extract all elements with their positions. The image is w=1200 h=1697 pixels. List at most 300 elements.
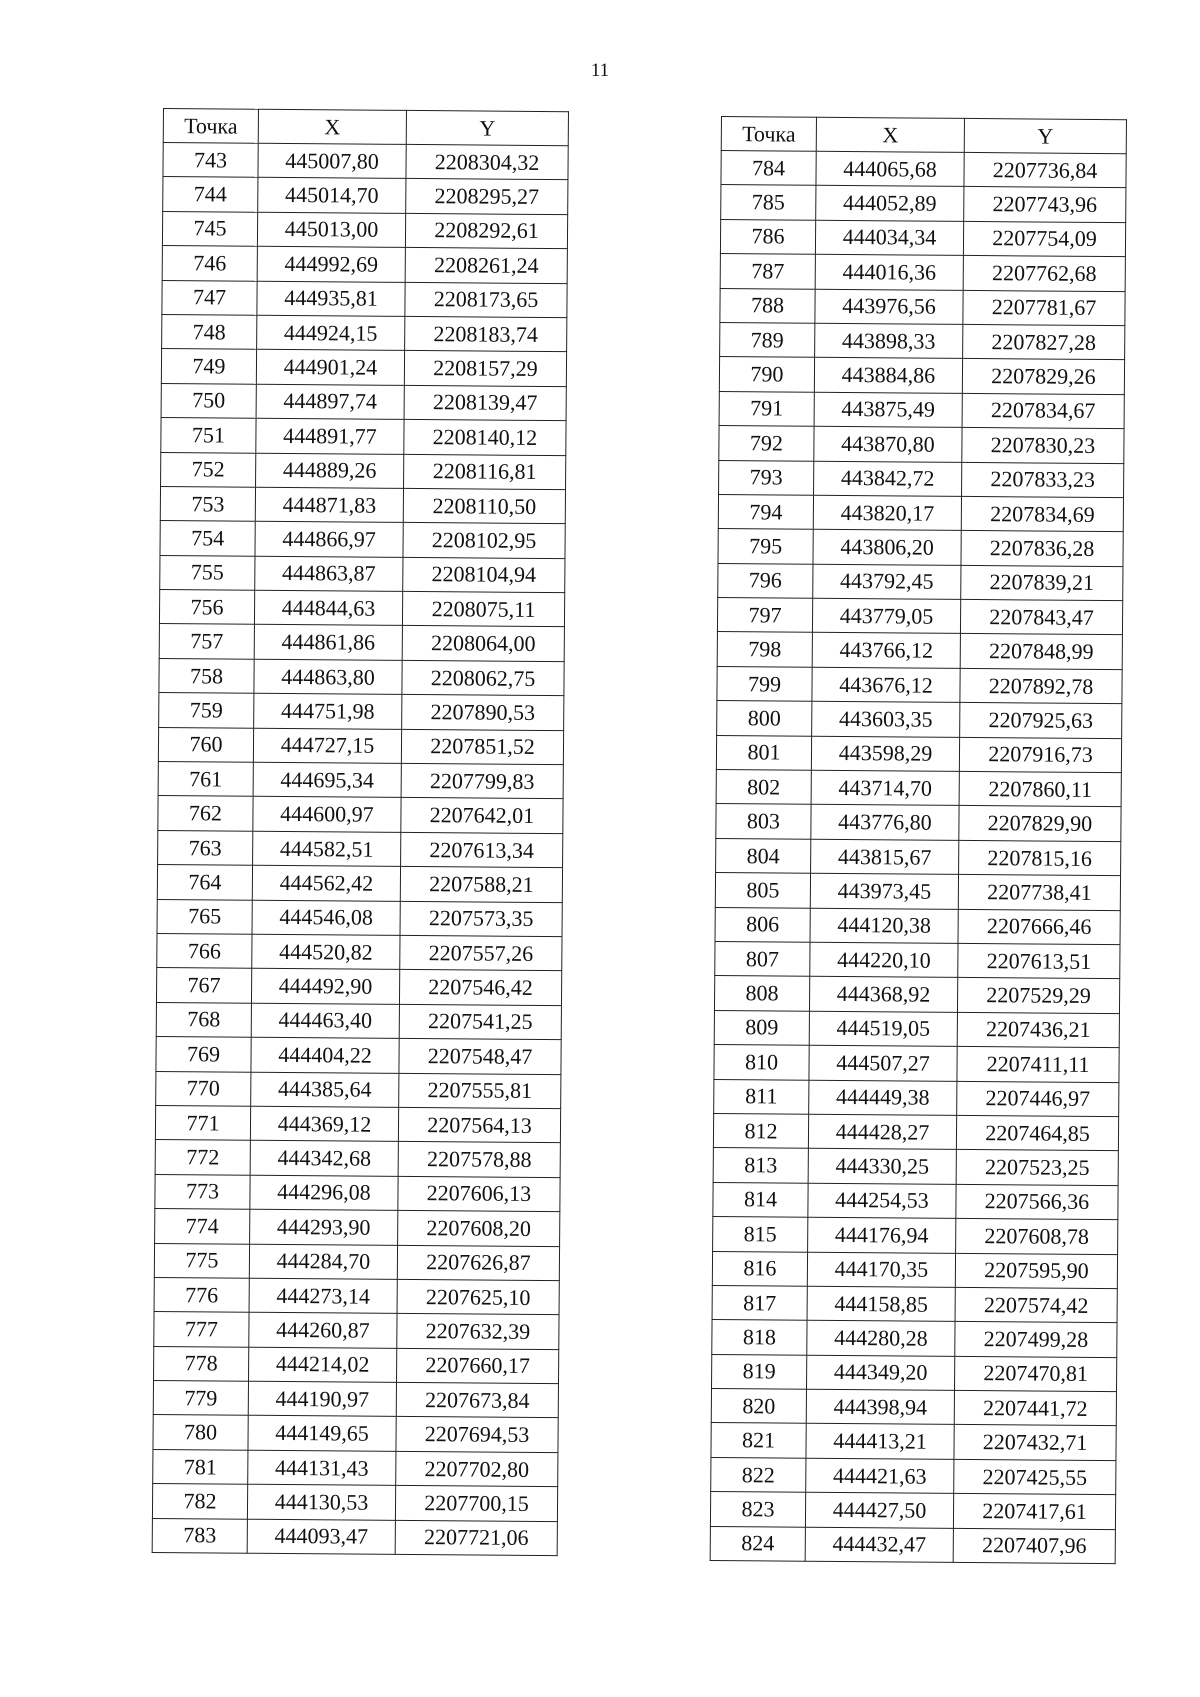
table-row xyxy=(155,1140,560,1178)
cell-point: 777 xyxy=(154,1312,249,1347)
cell-x: 444190,97 xyxy=(248,1381,396,1417)
cell-point: 779 xyxy=(153,1381,248,1416)
cell-y: 2207702,80 xyxy=(396,1451,558,1487)
cell-x: 444034,34 xyxy=(815,220,963,256)
cell-y: 2208104,94 xyxy=(403,557,565,593)
cell-y: 2207833,23 xyxy=(962,462,1124,498)
cell-x: 444751,98 xyxy=(254,693,402,729)
table-row xyxy=(160,486,565,524)
cell-x: 444220,10 xyxy=(810,942,958,978)
cell-y: 2207425,55 xyxy=(954,1459,1116,1495)
cell-point: 805 xyxy=(715,873,810,908)
cell-point: 818 xyxy=(712,1320,807,1355)
cell-y: 2207781,67 xyxy=(963,290,1125,326)
cell-x: 444342,68 xyxy=(250,1141,398,1177)
cell-point: 780 xyxy=(153,1415,248,1450)
table-row xyxy=(162,280,567,318)
cell-x: 444273,14 xyxy=(249,1278,397,1314)
cell-y: 2208292,61 xyxy=(405,213,567,249)
cell-point: 782 xyxy=(152,1484,247,1519)
cell-y: 2207574,42 xyxy=(955,1287,1117,1323)
column-header-x: X xyxy=(258,109,406,144)
cell-y: 2207464,85 xyxy=(956,1115,1118,1151)
cell-point: 792 xyxy=(719,426,814,461)
cell-y: 2207470,81 xyxy=(954,1356,1116,1392)
cell-x: 444935,81 xyxy=(257,281,405,317)
cell-y: 2207721,06 xyxy=(395,1520,557,1556)
cell-y: 2207754,09 xyxy=(963,221,1125,257)
cell-x: 445007,80 xyxy=(258,143,406,179)
table-row xyxy=(154,1243,559,1281)
cell-x: 443766,12 xyxy=(812,633,960,669)
cell-x: 444120,38 xyxy=(810,908,958,944)
cell-y: 2207566,36 xyxy=(956,1184,1118,1220)
cell-point: 794 xyxy=(718,494,813,529)
cell-y: 2208102,95 xyxy=(403,523,565,559)
table-row xyxy=(719,391,1124,429)
cell-x: 444844,63 xyxy=(254,590,402,626)
cell-y: 2207851,52 xyxy=(401,729,563,765)
cell-x: 443898,33 xyxy=(815,323,963,359)
table-row xyxy=(713,1113,1118,1151)
cell-point: 813 xyxy=(713,1148,808,1183)
table-row xyxy=(153,1381,558,1419)
cell-point: 798 xyxy=(717,632,812,667)
cell-point: 776 xyxy=(154,1277,249,1312)
cell-y: 2207666,46 xyxy=(958,909,1120,945)
cell-y: 2208116,81 xyxy=(404,454,566,490)
cell-x: 444385,64 xyxy=(251,1072,399,1108)
cell-point: 807 xyxy=(715,941,810,976)
table-row xyxy=(163,143,568,181)
table-row xyxy=(717,666,1122,704)
table-row xyxy=(158,830,563,868)
table-row xyxy=(159,658,564,696)
cell-x: 444254,53 xyxy=(808,1183,956,1219)
table-row xyxy=(154,1277,559,1315)
cell-point: 791 xyxy=(719,391,814,426)
table-row xyxy=(712,1354,1117,1392)
cell-x: 444158,85 xyxy=(807,1286,955,1322)
cell-x: 444546,08 xyxy=(252,900,400,936)
cell-x: 444260,87 xyxy=(249,1312,397,1348)
cell-y: 2207890,53 xyxy=(402,695,564,731)
coordinates-table-right xyxy=(710,116,1127,1564)
cell-point: 769 xyxy=(156,1037,251,1072)
cell-point: 763 xyxy=(158,830,253,865)
table-row xyxy=(156,1071,561,1109)
cell-x: 444432,47 xyxy=(805,1527,953,1563)
cell-x: 444897,74 xyxy=(256,384,404,420)
cell-y: 2207815,16 xyxy=(959,840,1121,876)
cell-x: 444507,27 xyxy=(809,1045,957,1081)
cell-y: 2207608,78 xyxy=(956,1218,1118,1254)
table-row xyxy=(162,246,567,284)
cell-point: 772 xyxy=(155,1140,250,1175)
cell-point: 745 xyxy=(162,211,257,246)
cell-y: 2207417,61 xyxy=(953,1494,1115,1530)
cell-point: 764 xyxy=(157,865,252,900)
cell-point: 750 xyxy=(161,383,256,418)
cell-y: 2207523,25 xyxy=(956,1150,1118,1186)
table-row xyxy=(720,322,1125,360)
cell-x: 444992,69 xyxy=(257,246,405,282)
cell-point: 755 xyxy=(160,555,255,590)
cell-point: 781 xyxy=(153,1449,248,1484)
cell-point: 817 xyxy=(712,1285,807,1320)
cell-x: 444330,25 xyxy=(808,1149,956,1185)
table-row xyxy=(717,632,1122,670)
cell-point: 790 xyxy=(719,357,814,392)
cell-y: 2207829,90 xyxy=(959,806,1121,842)
cell-point: 793 xyxy=(719,460,814,495)
cell-y: 2207632,39 xyxy=(397,1314,559,1350)
cell-point: 754 xyxy=(160,521,255,556)
cell-point: 766 xyxy=(157,933,252,968)
cell-x: 445014,70 xyxy=(258,178,406,214)
page-number: 11 xyxy=(590,60,610,81)
cell-point: 808 xyxy=(714,976,809,1011)
column-header-x: X xyxy=(816,117,964,152)
cell-point: 806 xyxy=(715,907,810,942)
table-row xyxy=(721,151,1126,189)
cell-point: 823 xyxy=(710,1492,805,1527)
cell-point: 816 xyxy=(712,1251,807,1286)
cell-x: 444871,83 xyxy=(255,487,403,523)
cell-x: 444695,34 xyxy=(253,762,401,798)
cell-point: 768 xyxy=(156,1002,251,1037)
table-row xyxy=(163,177,568,215)
cell-y: 2207738,41 xyxy=(958,875,1120,911)
cell-x: 443973,45 xyxy=(810,873,958,909)
table-row xyxy=(717,598,1122,636)
cell-x: 443842,72 xyxy=(814,461,962,497)
table-row xyxy=(159,693,564,731)
table-row xyxy=(714,1045,1119,1083)
table-row xyxy=(158,762,563,800)
table-body xyxy=(152,143,568,1556)
cell-y: 2207925,63 xyxy=(960,703,1122,739)
cell-point: 799 xyxy=(717,666,812,701)
cell-x: 444413,21 xyxy=(806,1424,954,1460)
cell-x: 444369,12 xyxy=(250,1106,398,1142)
cell-y: 2207564,13 xyxy=(398,1107,560,1143)
cell-point: 821 xyxy=(711,1423,806,1458)
cell-point: 797 xyxy=(717,598,812,633)
cell-x: 445013,00 xyxy=(257,212,405,248)
cell-y: 2207834,67 xyxy=(962,393,1124,429)
cell-y: 2207573,35 xyxy=(400,901,562,937)
cell-x: 444368,92 xyxy=(809,977,957,1013)
cell-point: 744 xyxy=(163,177,258,212)
table-row xyxy=(157,899,562,937)
cell-y: 2208295,27 xyxy=(406,179,568,215)
table-row xyxy=(712,1251,1117,1289)
table-row xyxy=(716,838,1121,876)
cell-point: 822 xyxy=(711,1457,806,1492)
cell-x: 444449,38 xyxy=(809,1080,957,1116)
cell-y: 2208183,74 xyxy=(405,316,567,352)
cell-y: 2207694,53 xyxy=(396,1417,558,1453)
cell-y: 2207407,96 xyxy=(953,1528,1115,1564)
table-row xyxy=(155,1209,560,1247)
cell-y: 2207613,51 xyxy=(958,943,1120,979)
table-row xyxy=(154,1312,559,1350)
table-row xyxy=(717,701,1122,739)
cell-point: 774 xyxy=(155,1209,250,1244)
table-row xyxy=(712,1320,1117,1358)
cell-x: 443714,70 xyxy=(811,770,959,806)
table-row xyxy=(714,976,1119,1014)
cell-x: 444863,87 xyxy=(255,556,403,592)
cell-x: 443598,29 xyxy=(811,736,959,772)
cell-point: 788 xyxy=(720,288,815,323)
cell-point: 801 xyxy=(716,735,811,770)
cell-x: 444170,35 xyxy=(807,1252,955,1288)
table-row xyxy=(161,452,566,490)
cell-y: 2207548,47 xyxy=(399,1039,561,1075)
cell-x: 444093,47 xyxy=(247,1519,395,1555)
coordinates-table-left xyxy=(152,108,569,1556)
cell-y: 2208140,12 xyxy=(404,420,566,456)
cell-x: 443815,67 xyxy=(811,839,959,875)
cell-y: 2208261,24 xyxy=(405,248,567,284)
cell-y: 2207843,47 xyxy=(960,599,1122,635)
cell-point: 804 xyxy=(716,838,811,873)
cell-y: 2207595,90 xyxy=(955,1253,1117,1289)
cell-point: 748 xyxy=(162,314,257,349)
table-row xyxy=(156,1002,561,1040)
table-row xyxy=(152,1484,557,1522)
cell-point: 775 xyxy=(154,1243,249,1278)
table-row xyxy=(711,1457,1116,1495)
table-row xyxy=(158,727,563,765)
cell-point: 753 xyxy=(160,486,255,521)
table-header-row xyxy=(163,109,568,146)
cell-y: 2207673,84 xyxy=(396,1382,558,1418)
table-row xyxy=(720,288,1125,326)
cell-x: 444863,80 xyxy=(254,659,402,695)
cell-point: 783 xyxy=(152,1518,247,1553)
cell-x: 444891,77 xyxy=(256,418,404,454)
cell-point: 761 xyxy=(158,762,253,797)
cell-x: 444582,51 xyxy=(253,831,401,867)
cell-point: 743 xyxy=(163,143,258,178)
table-row xyxy=(714,1079,1119,1117)
table-row xyxy=(718,529,1123,567)
table-row xyxy=(162,314,567,352)
cell-y: 2207829,26 xyxy=(962,359,1124,395)
cell-y: 2207834,69 xyxy=(961,496,1123,532)
cell-y: 2208062,75 xyxy=(402,660,564,696)
cell-x: 444293,90 xyxy=(250,1209,398,1245)
table-body xyxy=(710,151,1126,1564)
table-row xyxy=(715,941,1120,979)
cell-point: 820 xyxy=(711,1389,806,1424)
table-row xyxy=(710,1526,1115,1564)
table-header-row xyxy=(721,117,1126,154)
table-row xyxy=(715,873,1120,911)
cell-x: 444214,02 xyxy=(249,1347,397,1383)
cell-x: 444901,24 xyxy=(256,350,404,386)
cell-x: 444866,97 xyxy=(255,522,403,558)
cell-y: 2207892,78 xyxy=(960,668,1122,704)
cell-x: 444176,94 xyxy=(808,1217,956,1253)
cell-x: 444280,28 xyxy=(807,1320,955,1356)
cell-point: 784 xyxy=(721,151,816,186)
cell-y: 2207626,87 xyxy=(397,1245,559,1281)
cell-y: 2208075,11 xyxy=(402,591,564,627)
table-row xyxy=(152,1518,557,1556)
cell-y: 2207642,01 xyxy=(401,798,563,834)
cell-y: 2207499,28 xyxy=(955,1322,1117,1358)
cell-x: 444016,36 xyxy=(815,254,963,290)
cell-y: 2207848,99 xyxy=(960,634,1122,670)
cell-point: 778 xyxy=(154,1346,249,1381)
cell-point: 815 xyxy=(713,1217,808,1252)
cell-x: 443792,45 xyxy=(813,564,961,600)
cell-y: 2207555,81 xyxy=(399,1073,561,1109)
cell-point: 760 xyxy=(158,727,253,762)
cell-y: 2207411,11 xyxy=(957,1047,1119,1083)
cell-x: 443875,49 xyxy=(814,392,962,428)
cell-point: 770 xyxy=(156,1071,251,1106)
cell-y: 2207839,21 xyxy=(961,565,1123,601)
cell-point: 759 xyxy=(159,693,254,728)
table-row xyxy=(721,185,1126,223)
cell-y: 2208139,47 xyxy=(404,385,566,421)
cell-x: 444861,86 xyxy=(254,625,402,661)
cell-y: 2207700,15 xyxy=(395,1486,557,1522)
cell-point: 758 xyxy=(159,658,254,693)
cell-point: 800 xyxy=(717,701,812,736)
cell-y: 2208173,65 xyxy=(405,282,567,318)
table-row xyxy=(711,1423,1116,1461)
cell-x: 443870,80 xyxy=(814,426,962,462)
cell-x: 444492,90 xyxy=(251,969,399,1005)
cell-x: 444349,20 xyxy=(807,1355,955,1391)
cell-x: 444562,42 xyxy=(252,865,400,901)
cell-point: 767 xyxy=(156,968,251,1003)
cell-y: 2207830,23 xyxy=(962,428,1124,464)
table-row xyxy=(711,1389,1116,1427)
table-row xyxy=(158,796,563,834)
cell-point: 756 xyxy=(159,590,254,625)
table-row xyxy=(159,624,564,662)
cell-x: 443776,80 xyxy=(811,805,959,841)
cell-point: 795 xyxy=(718,529,813,564)
table-row xyxy=(160,555,565,593)
cell-x: 444065,68 xyxy=(816,151,964,187)
cell-point: 751 xyxy=(161,418,256,453)
column-header-y: Y xyxy=(964,118,1126,153)
cell-x: 444404,22 xyxy=(251,1037,399,1073)
cell-y: 2207916,73 xyxy=(959,737,1121,773)
table-row xyxy=(161,383,566,421)
cell-y: 2207762,68 xyxy=(963,256,1125,292)
table-row xyxy=(716,770,1121,808)
cell-x: 443779,05 xyxy=(812,598,960,634)
cell-point: 746 xyxy=(162,246,257,281)
cell-y: 2207606,13 xyxy=(398,1176,560,1212)
table-row xyxy=(714,1010,1119,1048)
cell-point: 819 xyxy=(712,1354,807,1389)
cell-point: 811 xyxy=(714,1079,809,1114)
table-row xyxy=(153,1415,558,1453)
table-row xyxy=(153,1449,558,1487)
table-row xyxy=(718,494,1123,532)
cell-x: 444052,89 xyxy=(816,186,964,222)
table-row xyxy=(154,1346,559,1384)
cell-x: 444889,26 xyxy=(256,453,404,489)
table-row xyxy=(161,349,566,387)
cell-point: 803 xyxy=(716,804,811,839)
cell-point: 814 xyxy=(713,1182,808,1217)
cell-y: 2207588,21 xyxy=(400,867,562,903)
cell-y: 2208157,29 xyxy=(404,351,566,387)
cell-x: 443806,20 xyxy=(813,530,961,566)
table-row xyxy=(713,1148,1118,1186)
cell-x: 443676,12 xyxy=(812,667,960,703)
cell-x: 444600,97 xyxy=(253,797,401,833)
cell-point: 757 xyxy=(159,624,254,659)
cell-point: 773 xyxy=(155,1174,250,1209)
cell-y: 2207736,84 xyxy=(964,152,1126,188)
table-row xyxy=(719,426,1124,464)
cell-y: 2207541,25 xyxy=(399,1004,561,1040)
cell-point: 824 xyxy=(710,1526,805,1561)
cell-x: 444427,50 xyxy=(805,1492,953,1528)
table-row xyxy=(719,357,1124,395)
cell-y: 2207432,71 xyxy=(954,1425,1116,1461)
table-row xyxy=(713,1217,1118,1255)
cell-y: 2208110,50 xyxy=(403,488,565,524)
cell-x: 443976,56 xyxy=(815,289,963,325)
cell-x: 444149,65 xyxy=(248,1416,396,1452)
table-row xyxy=(155,1174,560,1212)
table-row xyxy=(716,735,1121,773)
cell-x: 444463,40 xyxy=(251,1003,399,1039)
cell-point: 802 xyxy=(716,770,811,805)
cell-x: 444284,70 xyxy=(249,1244,397,1280)
cell-x: 443603,35 xyxy=(812,701,960,737)
cell-x: 444130,53 xyxy=(247,1484,395,1520)
cell-y: 2207836,28 xyxy=(961,531,1123,567)
cell-point: 749 xyxy=(161,349,256,384)
table-row xyxy=(161,418,566,456)
table-row xyxy=(710,1492,1115,1530)
cell-x: 444519,05 xyxy=(809,1011,957,1047)
cell-x: 443884,86 xyxy=(814,358,962,394)
cell-point: 810 xyxy=(714,1045,809,1080)
cell-y: 2207625,10 xyxy=(397,1279,559,1315)
cell-x: 444421,63 xyxy=(806,1458,954,1494)
table-row xyxy=(160,521,565,559)
cell-point: 771 xyxy=(155,1105,250,1140)
table-row xyxy=(720,219,1125,257)
cell-point: 785 xyxy=(721,185,816,220)
cell-x: 444131,43 xyxy=(248,1450,396,1486)
cell-x: 444727,15 xyxy=(253,728,401,764)
column-header-point: Точка xyxy=(163,109,258,144)
table-row xyxy=(155,1105,560,1143)
cell-x: 444924,15 xyxy=(257,315,405,351)
table-row xyxy=(720,254,1125,292)
cell-x: 444296,08 xyxy=(250,1175,398,1211)
cell-y: 2207436,21 xyxy=(957,1012,1119,1048)
cell-point: 762 xyxy=(158,796,253,831)
cell-x: 444398,94 xyxy=(806,1389,954,1425)
